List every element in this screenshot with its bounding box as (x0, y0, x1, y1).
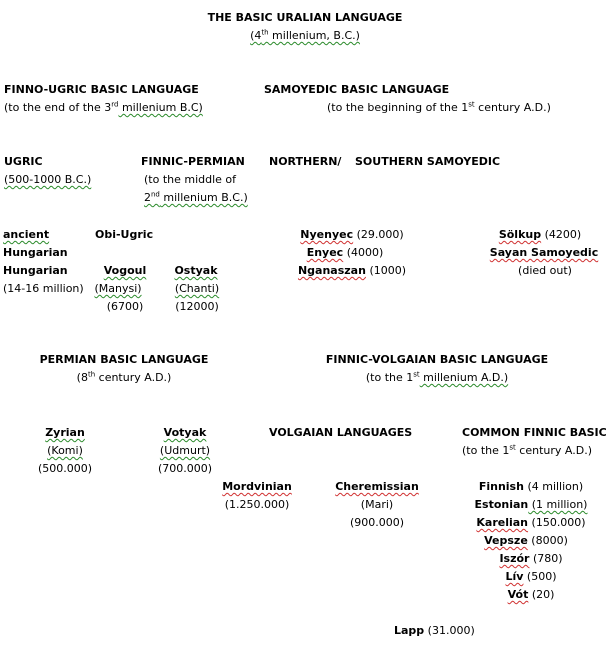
ostyak-name: Ostyak (174, 264, 218, 277)
volgaian-heading: VOLGAIAN LANGUAGES (269, 426, 413, 439)
finnic-lang-item: Karelian (150.000) (476, 516, 586, 529)
cheremissian-alt-name: (Mari) (360, 498, 394, 511)
finno-ugric-heading: FINNO-UGRIC BASIC LANGUAGE (4, 83, 199, 96)
finnic-lang-item: Finnish (4 million) (478, 480, 584, 493)
finnic-lang-item: Lív (500) (505, 570, 557, 583)
northern-lang-item: Nyenyec (29.000) (300, 228, 404, 241)
zyrian-alt-name: (Komi) (47, 444, 83, 457)
lapp-item: Lapp (31.000) (394, 624, 475, 637)
vogoul-speakers: (6700) (106, 300, 144, 313)
ancient-hungarian-label-line1: ancient (3, 228, 50, 241)
cheremissian-name: Cheremissian (335, 480, 419, 493)
zyrian-speakers: (500.000) (37, 462, 93, 475)
finnic-lang-item: Vót (20) (507, 588, 555, 601)
ancient-hungarian-label-line2: Hungarian (3, 246, 68, 259)
hungarian-speakers: (14-16 million) (3, 282, 84, 295)
southern-samoyedic-heading: SOUTHERN SAMOYEDIC (355, 155, 501, 168)
permian-heading: PERMIAN BASIC LANGUAGE (39, 353, 209, 366)
finnic-lang-item: Estonian (1 million) (474, 498, 588, 511)
ugric-date: (500-1000 B.C.) (4, 173, 92, 186)
finnic-permian-date-line1: (to the middle of (144, 173, 237, 186)
title-heading: THE BASIC URALIAN LANGUAGE (207, 11, 403, 24)
southern-lang-item: Sayan Samoyedic (489, 246, 599, 259)
votyak-name: Votyak (163, 426, 207, 439)
ugric-heading: UGRIC (4, 155, 43, 168)
title-date: (4th millenium, B.C.) (250, 28, 360, 42)
common-finnic-date: (to the 1st century A.D.) (462, 443, 592, 457)
southern-lang-item: Sölkup (4200) (498, 228, 582, 241)
zyrian-name: Zyrian (45, 426, 85, 439)
northern-samoyedic-heading: NORTHERN/ (269, 155, 342, 168)
ostyak-speakers: (12000) (175, 300, 219, 313)
permian-date: (8th century A.D.) (76, 370, 172, 384)
vogoul-name: Vogoul (103, 264, 147, 277)
cheremissian-speakers: (900.000) (349, 516, 405, 529)
hungarian-name: Hungarian (3, 264, 68, 277)
vogoul-alt-name: (Manysi) (94, 282, 142, 295)
votyak-alt-name: (Udmurt) (159, 444, 211, 457)
common-finnic-heading: COMMON FINNIC BASIC (462, 426, 607, 439)
ostyak-alt-name: (Chanti) (174, 282, 220, 295)
finnic-lang-item: Vepsze (8000) (484, 534, 568, 547)
finno-ugric-date: (to the end of the 3rd millenium B.C) (4, 100, 203, 114)
samoyedic-date: (to the beginning of the 1st century A.D.) (327, 100, 551, 114)
finnic-volgaian-heading: FINNIC-VOLGAIAN BASIC LANGUAGE (325, 353, 549, 366)
finnic-permian-heading: FINNIC-PERMIAN (141, 155, 245, 168)
mordvinian-name: Mordvinian (222, 480, 292, 493)
northern-lang-item: Enyec (4000) (306, 246, 384, 259)
finnic-volgaian-date: (to the 1st millenium A.D.) (365, 370, 509, 384)
northern-lang-item: Nganaszan (1000) (297, 264, 407, 277)
mordvinian-speakers: (1.250.000) (224, 498, 290, 511)
votyak-speakers: (700.000) (157, 462, 213, 475)
obi-ugric-heading: Obi-Ugric (95, 228, 154, 241)
samoyedic-heading: SAMOYEDIC BASIC LANGUAGE (264, 83, 450, 96)
finnic-permian-date-line2: 2nd millenium B.C.) (144, 190, 248, 204)
southern-lang-item: (died out) (518, 264, 572, 277)
finnic-lang-item: Iszór (780) (499, 552, 563, 565)
